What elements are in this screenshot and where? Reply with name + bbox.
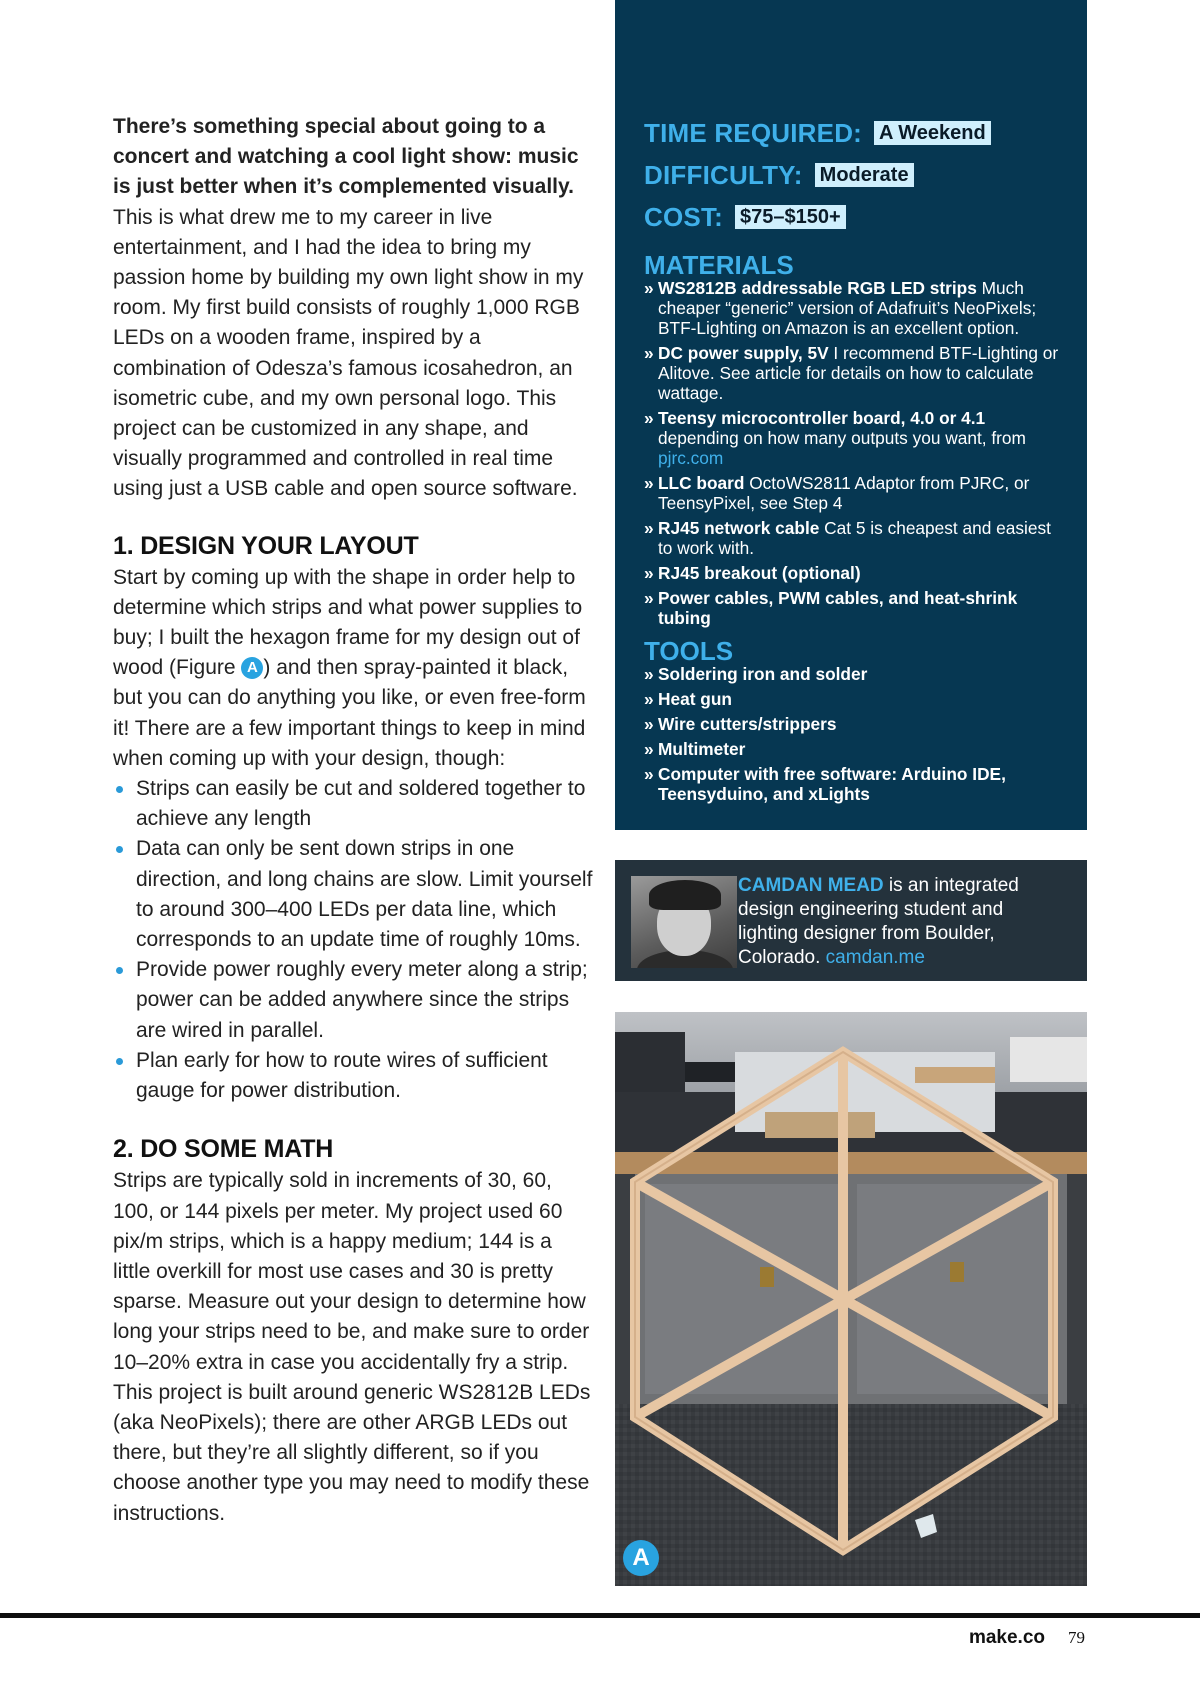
tool-item: » Computer with free software: Arduino IDE, Teensyduino, and xLights: [644, 764, 1059, 804]
page-number: 79: [1068, 1628, 1085, 1647]
tool-item: » Heat gun: [644, 689, 1059, 709]
pjrc-link[interactable]: pjrc.com: [658, 448, 724, 468]
footer-rule: [0, 1613, 1200, 1618]
step2-heading: 2. DO SOME MATH: [113, 1135, 334, 1164]
material-desc: Much cheaper “generic” version of Adafruit’s NeoPixels; BTF-Lighting on Amazon is an excellent option.: [658, 278, 1037, 338]
author-name: CAMDAN MEAD: [738, 875, 884, 896]
author-photo: [631, 876, 737, 968]
material-desc: Cat 5 is cheapest and easiest to work with.: [658, 518, 1051, 558]
author-bio: [738, 874, 1068, 970]
author-website-link[interactable]: camdan.me: [825, 947, 925, 968]
material-item: [644, 473, 1059, 513]
cost-label: COST:: [644, 201, 723, 232]
intro-lead: There’s something special about going to a concert and watching a cool light show: music is just better when it’s complemented visually.: [113, 115, 579, 199]
material-item: [644, 588, 1059, 628]
cost-value: $75–$150+: [735, 205, 846, 229]
step2-paragraph: Strips are typically sold in increments of 30, 60, 100, or 144 pixels per meter. My project used 60 pix/m strips, which is a happy medium; 144 is a little overkill for most use cases and 30 is pretty sparse. Measure out your design to determine how long your strips need to be, and make sure to order 10–20% extra in case you accidentally fry a strip. This project is built around generic WS2812B LEDs (aka NeoPixels); there are other ARGB LEDs out there, but they’re all slightly different, so if you choose another type you may need to modify these instructions.: [113, 1169, 591, 1525]
tool-item: » Wire cutters/strippers: [644, 714, 1059, 734]
material-item: [644, 278, 1059, 338]
material-name: WS2812B addressable RGB LED strips: [658, 278, 977, 298]
material-item: [644, 563, 1059, 583]
time-required-label: TIME REQUIRED:: [644, 117, 863, 148]
material-desc: depending on how many outputs you want, from: [658, 428, 1026, 448]
difficulty-label: DIFFICULTY:: [644, 159, 803, 190]
difficulty-value: Moderate: [815, 163, 914, 187]
list-item: Plan early for how to route wires of sufficient gauge for power distribution.: [113, 1046, 593, 1106]
material-name: Power cables, PWM cables, and heat-shrink tubing: [658, 588, 1018, 628]
tool-item: » Multimeter: [644, 739, 1059, 759]
step1-text-before: Start by coming up with the shape in order help to determine which strips and what power supplies to buy; I built the hexagon frame for my design out of wood (Figure: [113, 565, 583, 680]
material-item: [644, 408, 1059, 468]
figure-a-photo: [615, 1012, 1087, 1586]
footer-website: make.co: [968, 1627, 1045, 1648]
material-name: Teensy microcontroller board, 4.0 or 4.1: [658, 408, 986, 428]
author-description: is an integrated design engineering student and lighting designer from Boulder, Colorado.: [738, 875, 1019, 968]
list-item: Data can only be sent down strips in one direction, and long chains are slow. Limit yourself to around 300–400 LEDs per data line, which corresponds to an update time of roughly 10ms.: [113, 834, 593, 955]
material-name: RJ45 network cable: [658, 518, 820, 538]
tools-heading: TOOLS: [644, 636, 734, 666]
material-name: RJ45 breakout (optional): [658, 563, 861, 583]
hexagon-frame-photo: [615, 1012, 1087, 1586]
list-item: Provide power roughly every meter along a strip; power can be added anywhere since the strips are wired in parallel.: [113, 955, 593, 1046]
figure-a-reference: A: [241, 657, 263, 679]
cost-row: [644, 196, 1059, 238]
material-item: [644, 518, 1059, 558]
intro-paragraph: [113, 112, 593, 505]
material-item: [644, 343, 1059, 403]
materials-heading: MATERIALS: [644, 250, 794, 280]
intro-text: This is what drew me to my career in live entertainment, and I had the idea to bring my passion home by building my own light show in my room. My first build consists of roughly 1,000 RGB LEDs on a wooden frame, inspired by a combination of Odesza’s famous icosahedron, an isometric cube, and my own personal logo. This project can be customized in any shape, and visually programmed and controlled in real time using just a USB cable and open source software.: [113, 205, 584, 501]
material-name: LLC board: [658, 473, 745, 493]
materials-list: [644, 278, 1059, 628]
step1-heading: 1. DESIGN YOUR LAYOUT: [113, 531, 419, 560]
tools-list: [644, 664, 1059, 804]
time-required-value: A Weekend: [874, 121, 991, 145]
difficulty-row: [644, 154, 1059, 196]
tool-item: » Soldering iron and solder: [644, 664, 1059, 684]
project-info-box: [615, 0, 1087, 830]
material-desc: OctoWS2811 Adaptor from PJRC, or TeensyPixel, see Step 4: [658, 473, 1030, 513]
design-tips-list: [113, 774, 593, 1106]
figure-a-badge: A: [623, 1540, 659, 1576]
material-name: DC power supply, 5V: [658, 343, 829, 363]
time-required-row: [644, 112, 1059, 154]
step1-paragraph: [113, 563, 593, 774]
author-bio-box: [615, 860, 1087, 981]
step1-text-after: ) and then spray-painted it black, but you can do anything you like, or even free-form it! There are a few important things to keep in mind when coming up with your design, though:: [113, 656, 586, 770]
material-desc: I recommend BTF-Lighting or Alitove. See article for details on how to calculate wattage.: [658, 343, 1059, 403]
list-item: Strips can easily be cut and soldered together to achieve any length: [113, 774, 593, 834]
article-body: [113, 112, 593, 1529]
